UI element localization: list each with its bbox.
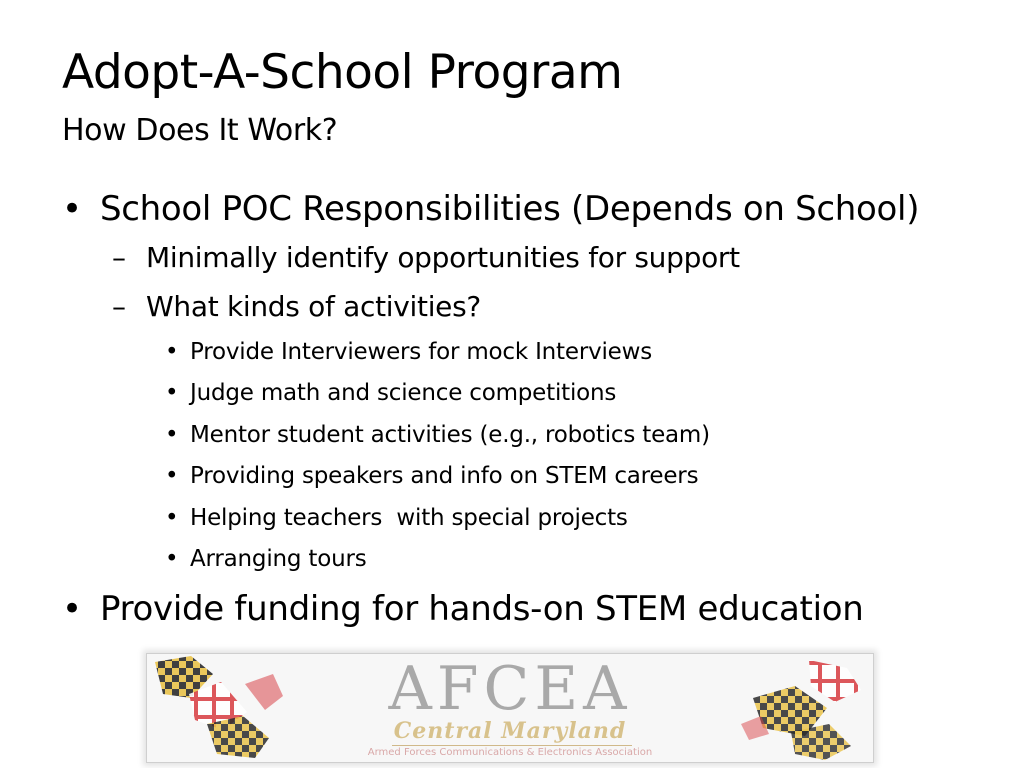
- bullet-text: Arranging tours: [190, 546, 367, 572]
- bullet-text: Helping teachers with special projects: [190, 505, 628, 531]
- bullet-marker: •: [165, 380, 179, 406]
- slide-title: Adopt-A-School Program: [62, 45, 623, 100]
- association-tagline: Armed Forces Communications & Electronics Association: [367, 747, 653, 758]
- bullet-marker: •: [165, 339, 179, 365]
- bullet-text: Providing speakers and info on STEM careers: [190, 463, 699, 489]
- bullet-text: What kinds of activities?: [146, 290, 481, 323]
- bullet-marker: •: [62, 189, 82, 229]
- logo-divider: [392, 745, 632, 746]
- afcea-logo-banner: [146, 653, 874, 763]
- dash-marker: –: [112, 290, 126, 323]
- bullet-marker: •: [165, 422, 179, 448]
- bullet-marker: •: [165, 546, 179, 572]
- slide-subtitle: How Does It Work?: [62, 113, 338, 148]
- chapter-name: Central Maryland: [393, 718, 627, 744]
- bullet-text: Provide Interviewers for mock Interviews: [190, 339, 653, 365]
- dash-marker: –: [112, 241, 126, 274]
- afcea-wordmark: AFCEA: [388, 654, 632, 724]
- bullet-text: Provide funding for hands-on STEM education: [100, 589, 864, 629]
- bullet-text: Judge math and science competitions: [190, 380, 617, 406]
- bullet-text: School POC Responsibilities (Depends on School): [100, 189, 920, 229]
- bullet-text: Minimally identify opportunities for support: [146, 241, 740, 274]
- bullet-text: Mentor student activities (e.g., robotics team): [190, 422, 710, 448]
- bullet-marker: •: [165, 463, 179, 489]
- bullet-marker: •: [165, 505, 179, 531]
- bullet-marker: •: [62, 589, 82, 629]
